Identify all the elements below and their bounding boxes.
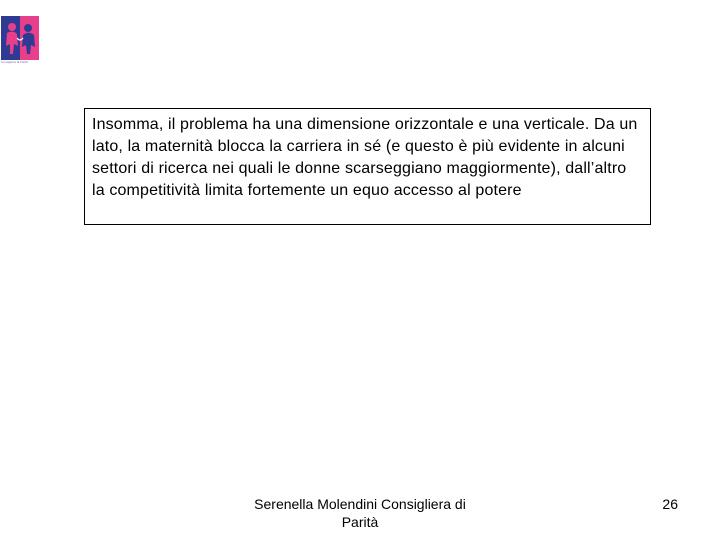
footer-author-line-1: Serenella Molendini Consigliera di <box>254 496 466 512</box>
footer-author-line-2: Parità <box>341 514 379 530</box>
main-text-box <box>84 108 651 225</box>
footer-author <box>245 495 475 531</box>
women-silhouettes-logo-icon <box>1 16 39 60</box>
main-text: Insomma, il problema ha una dimensione orizzontale e una verticale. Da un lato, la maternità blocca la carriera in sé (e questo è più evidente in alcuni settori di ricerca nei quali le donne scarseggiano maggiormente), dall’altro la competitività limita fortemente un equo accesso al potere <box>92 116 638 199</box>
logo <box>1 16 39 66</box>
slide-number: 26 <box>662 496 678 512</box>
logo-caption: Consigliera di Parità <box>1 60 28 64</box>
